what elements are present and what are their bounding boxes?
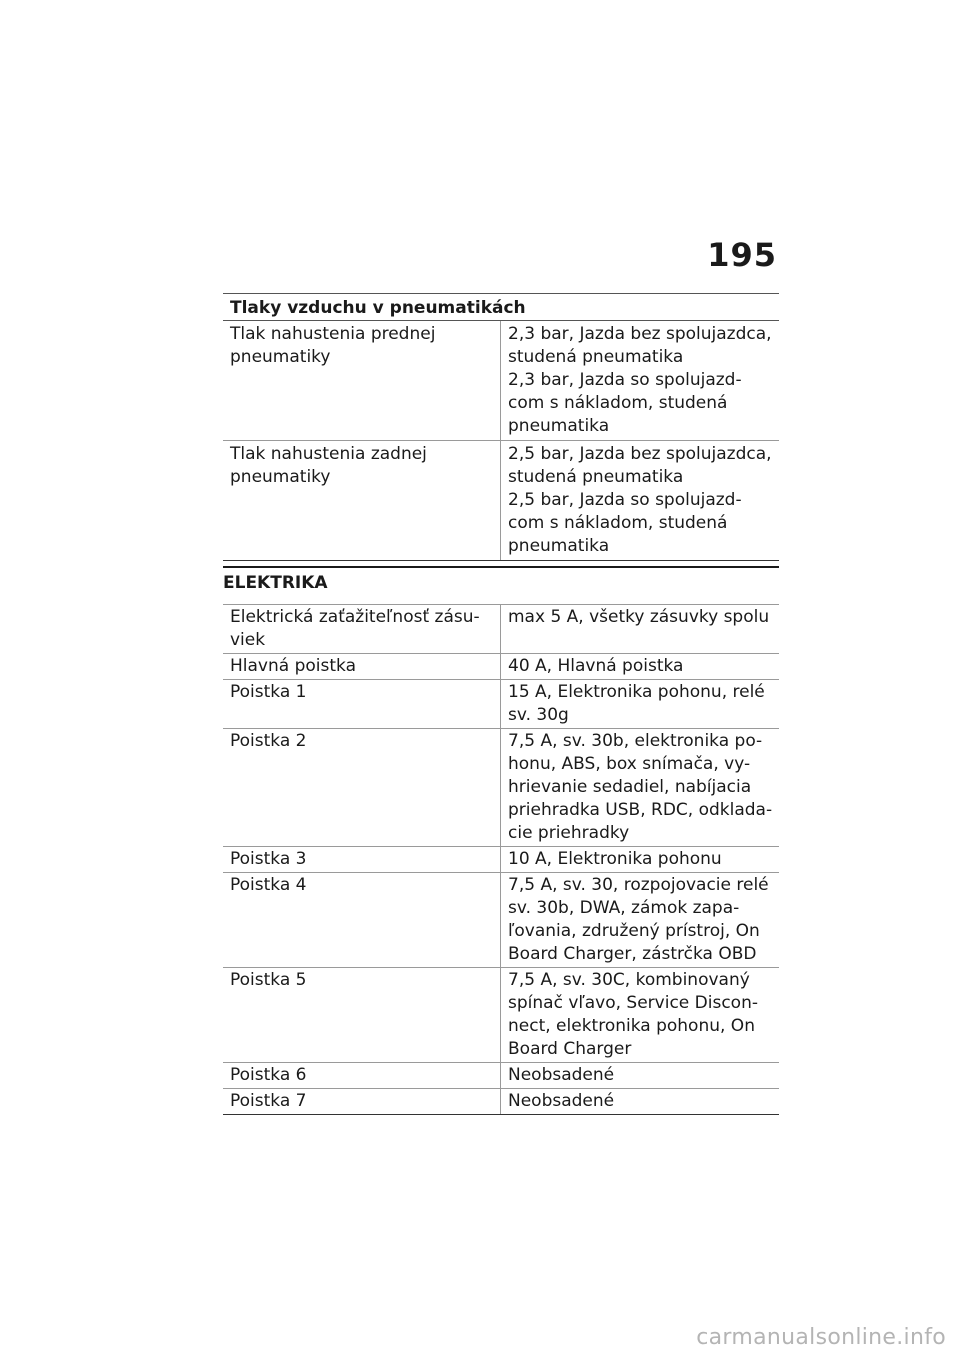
spec-value: 2,5 bar, Jazda bez spolujazdca, studená pneumatika 2,5 bar, Jazda so spolujazd- com s nákladom, studená pneumatika [508, 444, 772, 556]
spec-label: Hlavná poistka [223, 654, 501, 679]
spec-value: 7,5 A, sv. 30, rozpojovacie relé sv. 30b, DWA, zámok zapa- ľovania, združený prístroj, On Board Charger, zástrčka OBD [508, 875, 769, 964]
table-row [223, 847, 779, 873]
spec-value: Neobsadené [508, 1091, 615, 1111]
electrics-title: ELEKTRIKA [223, 566, 779, 600]
tire-pressure-table [223, 321, 779, 561]
spec-value: 2,3 bar, Jazda bez spolujazdca, studená pneumatika 2,3 bar, Jazda so spolujazd- com s nákladom, studená pneumatika [508, 324, 772, 436]
spec-value: max 5 A, všetky zásuvky spolu [508, 607, 770, 627]
tire-pressure-title: Tlaky vzduchu v pneumatikách [223, 293, 779, 321]
spec-label: Tlak nahustenia zadnej pneumatiky [223, 441, 501, 560]
spec-value: 10 A, Elektronika pohonu [508, 849, 722, 869]
table-row [223, 729, 779, 847]
spec-label: Tlak nahustenia prednej pneumatiky [223, 321, 501, 440]
electrics-table [223, 604, 779, 1115]
table-row [223, 968, 779, 1063]
spec-label: Poistka 5 [223, 968, 501, 1062]
table-row [223, 873, 779, 968]
spec-label: Poistka 7 [223, 1089, 501, 1114]
spec-label: Poistka 1 [223, 680, 501, 728]
electrics-section [223, 566, 779, 1115]
spec-value: 15 A, Elektronika pohonu, relé sv. 30g [508, 682, 765, 725]
spec-value: Neobsadené [508, 1065, 615, 1085]
table-row [223, 605, 779, 654]
table-row [223, 321, 779, 441]
spec-value: 7,5 A, sv. 30b, elektronika po- honu, ABS, box snímača, vy- hrievanie sedadiel, nabíjacia priehradka USB, RDC, odklada- cie priehradky [508, 731, 773, 843]
table-row [223, 1063, 779, 1089]
spec-label: Elektrická zaťažiteľnosť zásu- viek [223, 605, 501, 653]
table-row [223, 654, 779, 680]
spec-label: Poistka 2 [223, 729, 501, 846]
table-row [223, 441, 779, 561]
table-row [223, 1089, 779, 1115]
page-number: 195 [707, 236, 777, 274]
spec-value: 40 A, Hlavná poistka [508, 656, 684, 676]
spec-label: Poistka 4 [223, 873, 501, 967]
spec-value: 7,5 A, sv. 30C, kombinovaný spínač vľavo, Service Discon- nect, elektronika pohonu, On Board Charger [508, 970, 758, 1059]
spec-label: Poistka 6 [223, 1063, 501, 1088]
spec-label: Poistka 3 [223, 847, 501, 872]
tire-pressure-section [223, 293, 779, 561]
table-row [223, 680, 779, 729]
watermark: carmanualsonline.info [696, 1325, 946, 1350]
